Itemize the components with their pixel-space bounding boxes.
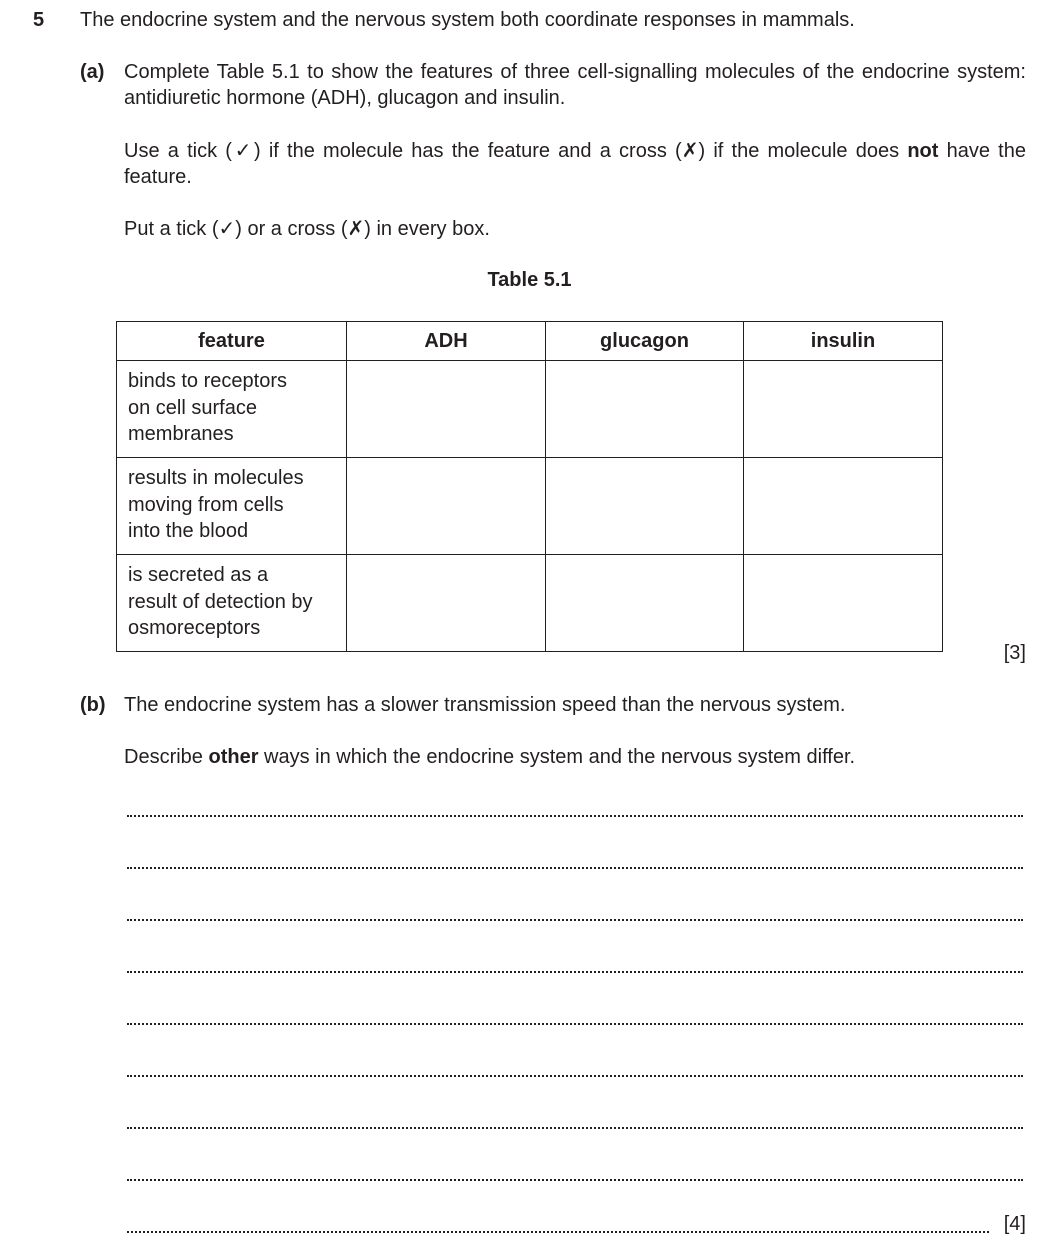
feature-line: into the blood bbox=[128, 520, 249, 542]
question-stem: The endocrine system and the nervous system both coordinate responses in mammals. bbox=[80, 9, 855, 31]
header-glucagon: glucagon bbox=[546, 322, 744, 361]
answer-cell-glucagon[interactable] bbox=[546, 555, 744, 652]
table-row bbox=[117, 458, 943, 555]
part-b-instruction bbox=[124, 744, 855, 770]
feature-line: membranes bbox=[128, 423, 234, 445]
feature-line: is secreted as a bbox=[128, 564, 269, 586]
tick-icon: ✓ bbox=[218, 216, 236, 240]
instruction-emphasis: not bbox=[907, 140, 939, 162]
answer-cell-adh[interactable] bbox=[347, 555, 546, 652]
instruction-text: ) in every box. bbox=[364, 218, 490, 240]
answer-cell-glucagon[interactable] bbox=[546, 361, 744, 458]
feature-line: binds to receptors bbox=[128, 370, 287, 392]
instruction-text: Use a tick ( bbox=[124, 140, 232, 162]
table-header-row bbox=[117, 322, 943, 361]
header-adh: ADH bbox=[347, 322, 546, 361]
part-b-marks: [4] bbox=[1003, 1213, 1026, 1235]
instruction-text: ways in which the endocrine system and the nervous system differ. bbox=[258, 746, 856, 768]
instruction-text: Put a tick ( bbox=[124, 218, 219, 240]
answer-cell-glucagon[interactable] bbox=[546, 458, 744, 555]
answer-cell-insulin[interactable] bbox=[744, 555, 943, 652]
instruction-text: Describe bbox=[124, 746, 209, 768]
instruction-text: ) or a cross ( bbox=[235, 218, 348, 240]
feature-line: results in molecules bbox=[128, 467, 304, 489]
instruction-text: ) if the molecule has the feature and a cross ( bbox=[253, 140, 682, 162]
cross-icon: ✗ bbox=[681, 138, 699, 162]
table-caption: Table 5.1 bbox=[487, 269, 572, 291]
table-row bbox=[117, 555, 943, 652]
question-number: 5 bbox=[33, 9, 45, 31]
answer-cell-insulin[interactable] bbox=[744, 361, 943, 458]
part-b-label: (b) bbox=[80, 694, 106, 716]
answer-line[interactable] bbox=[127, 971, 1023, 973]
feature-line: result of detection by bbox=[128, 590, 313, 613]
instruction-text: ) if the molecule does bbox=[698, 140, 908, 162]
part-a-instruction-2 bbox=[124, 215, 490, 242]
part-a-text: Complete Table 5.1 to show the features of three cell-signalling molecules of the endocrine system: antidiuretic hormone (ADH), glucagon and insulin. bbox=[124, 61, 1026, 109]
table-row bbox=[117, 361, 943, 458]
feature-cell bbox=[117, 361, 347, 458]
answer-cell-adh[interactable] bbox=[347, 458, 546, 555]
feature-line: on cell surface bbox=[128, 396, 257, 419]
answer-line[interactable] bbox=[127, 919, 1023, 921]
answer-line[interactable] bbox=[127, 1127, 1023, 1129]
answer-line[interactable] bbox=[127, 867, 1023, 869]
feature-line: osmoreceptors bbox=[128, 617, 261, 639]
feature-cell bbox=[117, 555, 347, 652]
answer-line[interactable] bbox=[127, 1231, 989, 1233]
answer-line[interactable] bbox=[127, 815, 1023, 817]
instruction-text: have the feature. bbox=[124, 140, 1026, 188]
feature-table bbox=[116, 321, 943, 652]
answer-line[interactable] bbox=[127, 1023, 1023, 1025]
instruction-emphasis: other bbox=[208, 746, 259, 768]
answer-line[interactable] bbox=[127, 1179, 1023, 1181]
cross-icon: ✗ bbox=[347, 216, 365, 240]
header-insulin: insulin bbox=[744, 322, 943, 361]
part-b-text: The endocrine system has a slower transmission speed than the nervous system. bbox=[124, 694, 846, 716]
answer-cell-adh[interactable] bbox=[347, 361, 546, 458]
part-a-marks: [3] bbox=[1003, 642, 1026, 664]
header-feature: feature bbox=[117, 322, 347, 361]
feature-line: moving from cells bbox=[128, 493, 284, 516]
part-a-label: (a) bbox=[80, 61, 105, 83]
answer-cell-insulin[interactable] bbox=[744, 458, 943, 555]
answer-line[interactable] bbox=[127, 1075, 1023, 1077]
tick-icon: ✓ bbox=[231, 138, 254, 162]
feature-cell bbox=[117, 458, 347, 555]
part-a-instruction bbox=[124, 137, 1026, 190]
